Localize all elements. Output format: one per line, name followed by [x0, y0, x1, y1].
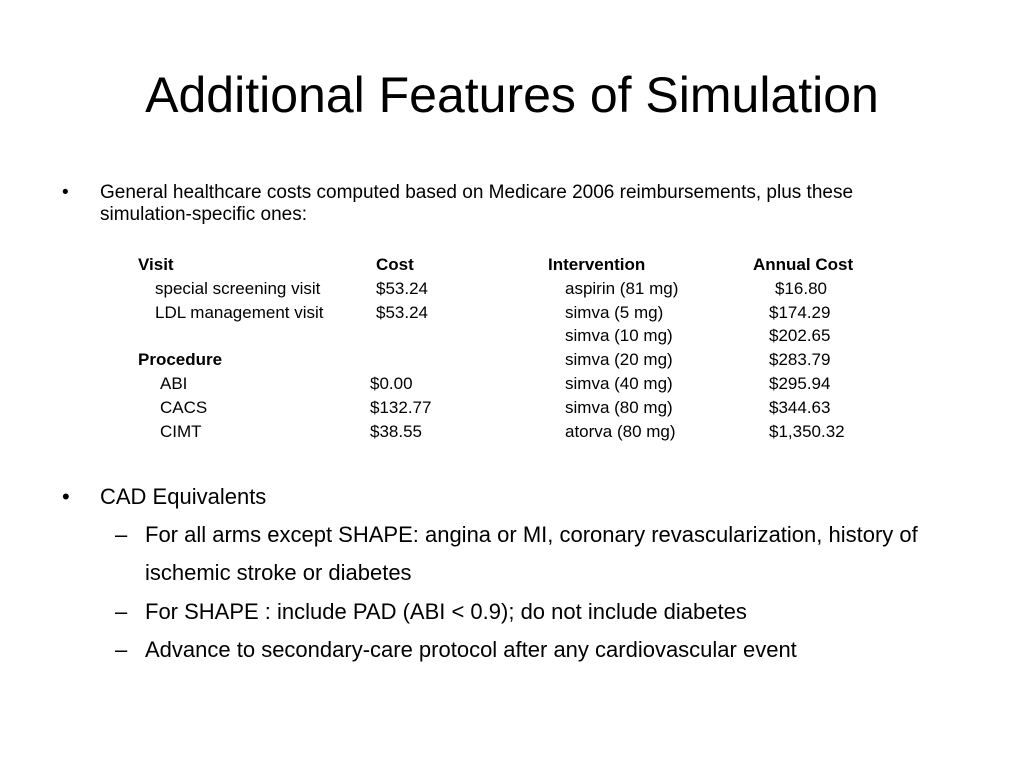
column-header-cost: Cost [376, 255, 414, 274]
visit-cost: $53.24 [376, 303, 428, 322]
dash-marker: – [115, 522, 128, 547]
intervention-cost: $16.80 [775, 279, 827, 298]
intervention-cost: $283.79 [769, 350, 831, 369]
procedure-name: CIMT [160, 422, 202, 441]
intervention-name: simva (40 mg) [565, 374, 673, 393]
procedure-name: ABI [160, 374, 188, 393]
intervention-cost: $202.65 [769, 326, 831, 345]
visit-name: special screening visit [155, 279, 321, 298]
procedure-cost: $0.00 [370, 374, 413, 393]
slide-title: Additional Features of Simulation [145, 67, 879, 123]
column-header-visit: Visit [138, 255, 174, 274]
intervention-cost: $295.94 [769, 374, 831, 393]
dash-marker: – [115, 599, 128, 624]
intervention-name: simva (20 mg) [565, 350, 673, 369]
sub-bullet-text: Advance to secondary-care protocol after any cardiovascular event [145, 637, 797, 662]
intervention-cost: $174.29 [769, 303, 831, 322]
intervention-name: aspirin (81 mg) [565, 279, 679, 298]
bullet-marker: • [62, 484, 70, 509]
intervention-name: simva (5 mg) [565, 303, 664, 322]
row-header-procedure: Procedure [138, 350, 223, 369]
intervention-name: simva (10 mg) [565, 326, 673, 345]
intervention-name: atorva (80 mg) [565, 422, 676, 441]
bullet-text: General healthcare costs computed based on Medicare 2006 reimbursements, plus these simulation-specific ones: [100, 182, 854, 225]
procedure-cost: $38.55 [370, 422, 422, 441]
procedure-name: CACS [160, 398, 208, 417]
sub-bullet-text: For SHAPE : include PAD (ABI < 0.9); do not include diabetes [145, 599, 747, 624]
procedure-cost: $132.77 [370, 398, 432, 417]
intervention-cost: $1,350.32 [769, 422, 845, 441]
sub-bullet-text: For all arms except SHAPE: angina or MI, coronary revascularization, history of ischemic stroke or diabetes [145, 522, 918, 585]
column-header-intervention: Intervention [548, 255, 646, 274]
bullet-marker: • [62, 182, 69, 203]
bullet-text: CAD Equivalents [100, 484, 267, 509]
intervention-name: simva (80 mg) [565, 398, 673, 417]
visit-cost: $53.24 [376, 279, 428, 298]
visit-name: LDL management visit [155, 303, 324, 322]
column-header-annual-cost: Annual Cost [753, 255, 854, 274]
intervention-cost: $344.63 [769, 398, 831, 417]
dash-marker: – [115, 637, 128, 662]
